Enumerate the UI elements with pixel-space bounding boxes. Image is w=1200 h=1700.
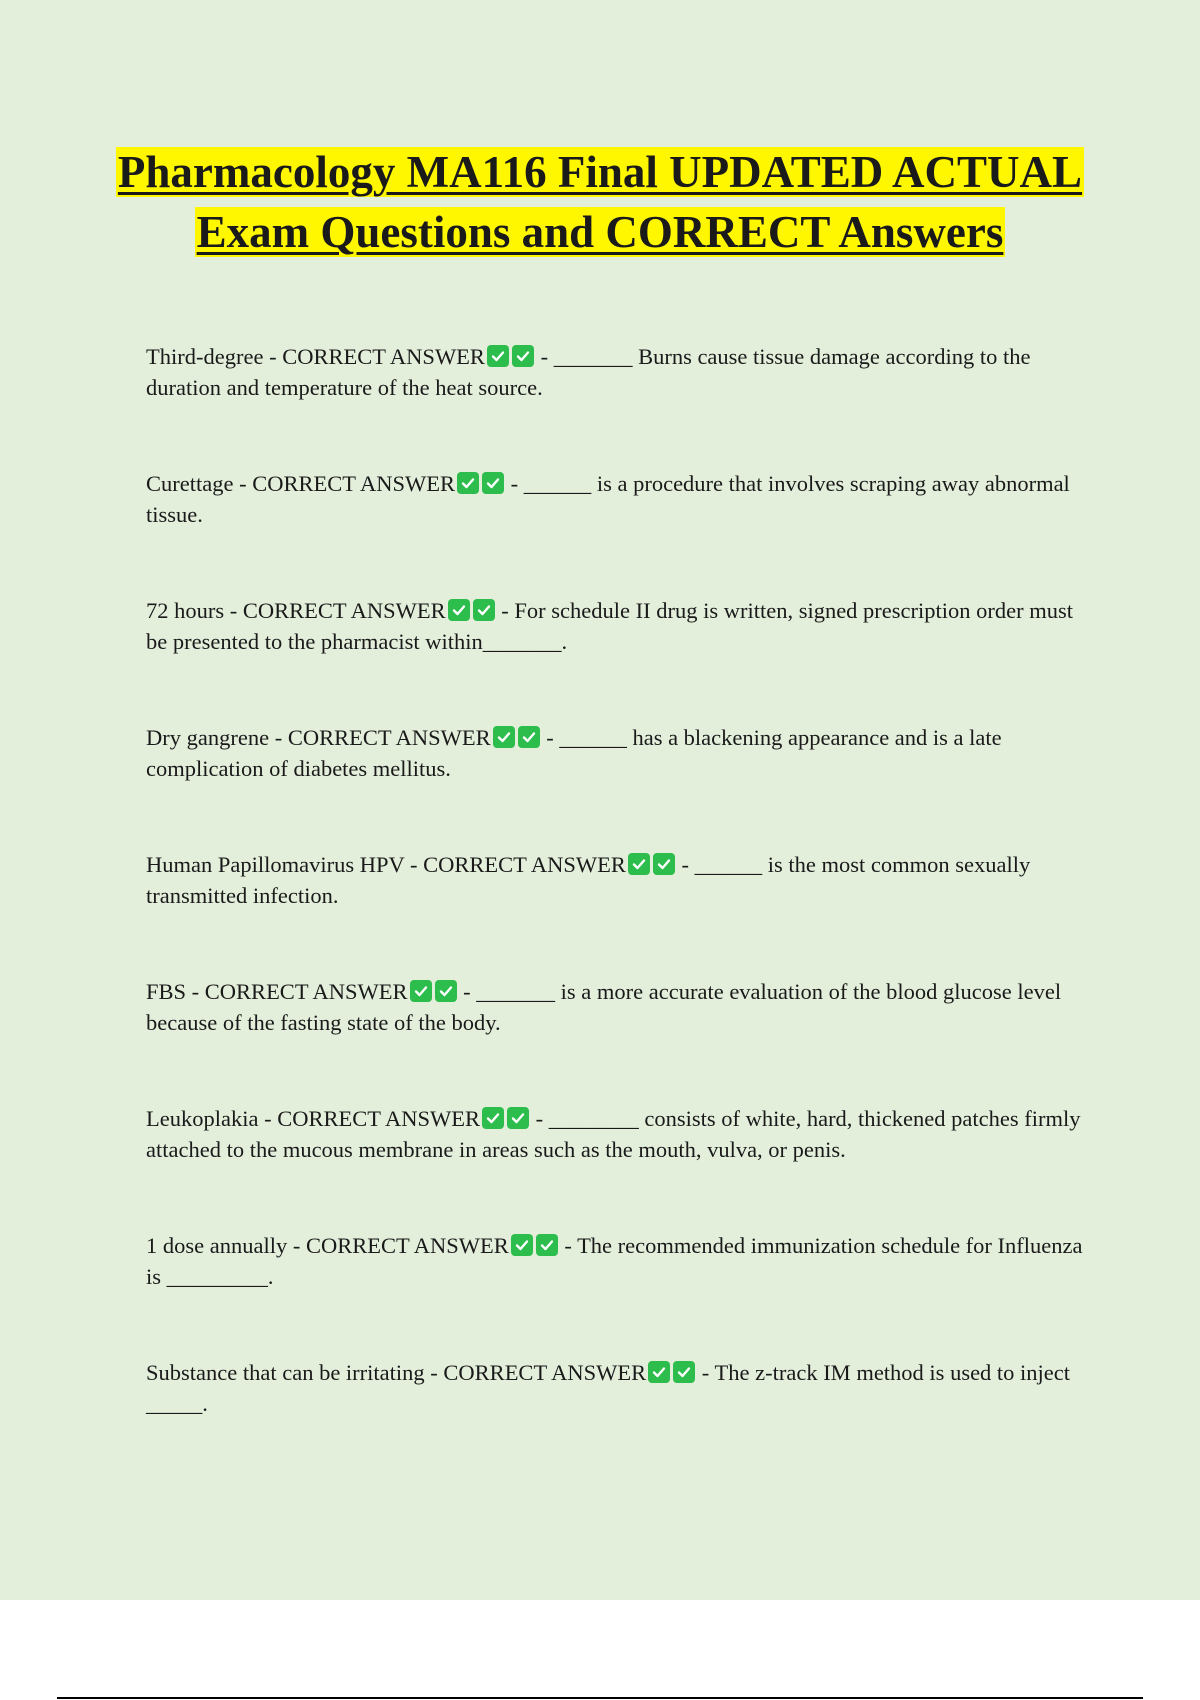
check-mark-icon [628, 853, 650, 875]
check-mark-icon [653, 853, 675, 875]
check-mark-icon [482, 1107, 504, 1129]
check-mark-icon [536, 1234, 558, 1256]
check-mark-icon [512, 345, 534, 367]
correct-answer-label: CORRECT ANSWER [242, 598, 446, 623]
qa-item: Human Papillomavirus HPV - CORRECT ANSWER - ______ is the most common sexually transmitted infection. [146, 852, 1031, 908]
question-text: _______ Burns cause tissue damage according to the duration and temperature of the heat source. [146, 344, 1031, 400]
correct-answer-label: CORRECT ANSWER [277, 1106, 480, 1131]
footer-divider [57, 1697, 1143, 1699]
document-title-text: Pharmacology MA116 Final UPDATED ACTUAL Exam Questions and CORRECT Answers [117, 147, 1083, 257]
qa-item: Dry gangrene - CORRECT ANSWER - ______ has a blackening appearance and is a late complication of diabetes mellitus. [146, 725, 1002, 781]
document-title [100, 142, 1100, 262]
check-mark-icon [493, 726, 515, 748]
check-mark-icon [507, 1107, 529, 1129]
qa-item: FBS - CORRECT ANSWER - _______ is a more accurate evaluation of the blood glucose level because of the fasting state of the body. [146, 979, 1062, 1035]
answer-text: Substance that can be irritating [146, 1360, 425, 1385]
answer-text: Curettage [146, 471, 234, 496]
question-text: For schedule II drug is written, signed prescription order must be presented to the pharmacist within_______. [146, 598, 1074, 654]
answer-text: Third-degree [146, 344, 264, 369]
qa-item: 1 dose annually - CORRECT ANSWER - The recommended immunization schedule for Influenza is _________. [146, 1233, 1083, 1289]
check-mark-icon [482, 472, 504, 494]
check-mark-icon [448, 599, 470, 621]
check-mark-icon [511, 1234, 533, 1256]
qa-item: Substance that can be irritating - CORRECT ANSWER - The z-track IM method is used to inject _____. [146, 1360, 1071, 1416]
question-text: ______ is a procedure that involves scraping away abnormal tissue. [146, 471, 1070, 527]
correct-answer-label: CORRECT ANSWER [443, 1360, 647, 1385]
correct-answer-label: CORRECT ANSWER [423, 852, 626, 877]
check-mark-icon [410, 980, 432, 1002]
answer-text: Human Papillomavirus HPV [146, 852, 405, 877]
qa-item: 72 hours - CORRECT ANSWER - For schedule II drug is written, signed prescription order must be presented to the pharmacist within_______. [146, 598, 1074, 654]
correct-answer-label: CORRECT ANSWER [282, 344, 485, 369]
check-mark-icon [518, 726, 540, 748]
correct-answer-label: CORRECT ANSWER [204, 979, 408, 1004]
check-mark-icon [473, 599, 495, 621]
qa-item: Third-degree - CORRECT ANSWER - _______ Burns cause tissue damage according to the duration and temperature of the heat source. [146, 344, 1031, 400]
qa-item: Leukoplakia - CORRECT ANSWER - ________ consists of white, hard, thickened patches firmly attached to the mucous membrane in areas such as the mouth, vulva, or penis. [146, 1106, 1081, 1162]
answer-text: FBS [146, 979, 187, 1004]
question-text: _______ is a more accurate evaluation of the blood glucose level because of the fasting state of the body. [146, 979, 1062, 1035]
question-text: ______ has a blackening appearance and is a late complication of diabetes mellitus. [146, 725, 1002, 781]
check-mark-icon [648, 1361, 670, 1383]
check-mark-icon [435, 980, 457, 1002]
answer-text: Leukoplakia [146, 1106, 259, 1131]
answer-text: 1 dose annually [146, 1233, 288, 1258]
correct-answer-label: CORRECT ANSWER [287, 725, 491, 750]
check-mark-icon [487, 345, 509, 367]
correct-answer-label: CORRECT ANSWER [305, 1233, 509, 1258]
question-text: The z-track IM method is used to inject _____. [146, 1360, 1071, 1416]
check-mark-icon [673, 1361, 695, 1383]
answer-text: 72 hours [146, 598, 225, 623]
answer-text: Dry gangrene [146, 725, 270, 750]
question-text: ________ consists of white, hard, thickened patches firmly attached to the mucous membrane in areas such as the mouth, vulva, or penis. [146, 1106, 1081, 1162]
question-text: The recommended immunization schedule for Influenza is _________. [146, 1233, 1083, 1289]
qa-item: Curettage - CORRECT ANSWER - ______ is a procedure that involves scraping away abnormal tissue. [146, 471, 1070, 527]
qa-list [146, 341, 1086, 1484]
question-text: ______ is the most common sexually transmitted infection. [146, 852, 1031, 908]
check-mark-icon [457, 472, 479, 494]
correct-answer-label: CORRECT ANSWER [252, 471, 455, 496]
